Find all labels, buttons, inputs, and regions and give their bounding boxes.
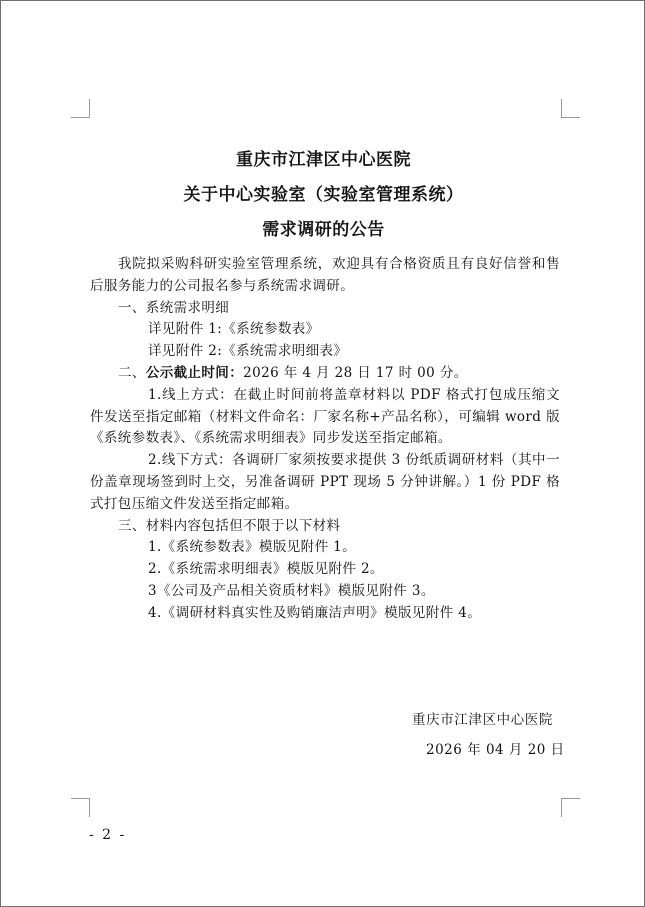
document-body — [90, 254, 560, 625]
section-3-item-3: 3《公司及产品相关资质材料》模版见附件 3。 — [148, 582, 435, 599]
section-1-heading: 一、系统需求明细 — [118, 299, 230, 316]
section-3-heading: 三、材料内容包括但不限于以下材料 — [118, 517, 341, 534]
title-line-1: 重庆市江津区中心医院 — [236, 150, 411, 170]
section-3-item-2: 2.《系统需求明细表》模版见附件 2。 — [148, 561, 384, 578]
section-2-item-1: 1.线上方式：在截止时间前将盖章材料以 PDF 格式打包成压缩文件发送至指定邮箱（材料文件命名：厂家名称+产品名称），可编辑 word 版《系统参数表》、《系统需求明细表》同步发送至指定邮箱。 — [90, 386, 560, 447]
section-3-item-4: 4.《调研材料真实性及购销廉洁声明》模版见附件 4。 — [148, 604, 482, 621]
title-line-2: 关于中心实验室（实验室管理系统） — [183, 185, 464, 205]
section-3-item-1: 1.《系统参数表》模版见附件 1。 — [148, 539, 357, 556]
page-number: - 2 - — [89, 827, 127, 843]
intro-paragraph: 我院拟采购科研实验室管理系统，欢迎具有合格资质且有良好信誉和售后服务能力的公司报名参与系统需求调研。 — [90, 256, 560, 294]
section-2-heading — [90, 363, 560, 385]
title-line-3: 需求调研的公告 — [262, 220, 385, 240]
signature-date: 2026 年 04 月 20 日 — [426, 742, 565, 758]
section-2-heading-bold: 公示截止时间： — [145, 364, 244, 381]
crop-mark-top-left — [71, 99, 90, 118]
section-2-heading-value: 2026 年 4 月 28 日 17 时 00 分。 — [243, 364, 468, 381]
section-1-item-2: 详见附件 2:《系统需求明细表》 — [148, 343, 348, 360]
crop-mark-bottom-left — [71, 798, 90, 817]
signature-org: 重庆市江津区中心医院 — [412, 712, 553, 728]
crop-mark-bottom-right — [561, 798, 580, 817]
section-2-heading-prefix: 二、 — [118, 364, 146, 381]
section-2-item-2: 2.线下方式：各调研厂家须按要求提供 3 份纸质调研材料（其中一份盖章现场签到时上交，另准备调研 PPT 现场 5 分钟讲解。）1 份 PDF 格式打包压缩文件发送至指定邮箱。 — [90, 452, 560, 512]
crop-mark-top-right — [561, 99, 580, 118]
section-1-item-1: 详见附件 1:《系统参数表》 — [148, 321, 320, 338]
